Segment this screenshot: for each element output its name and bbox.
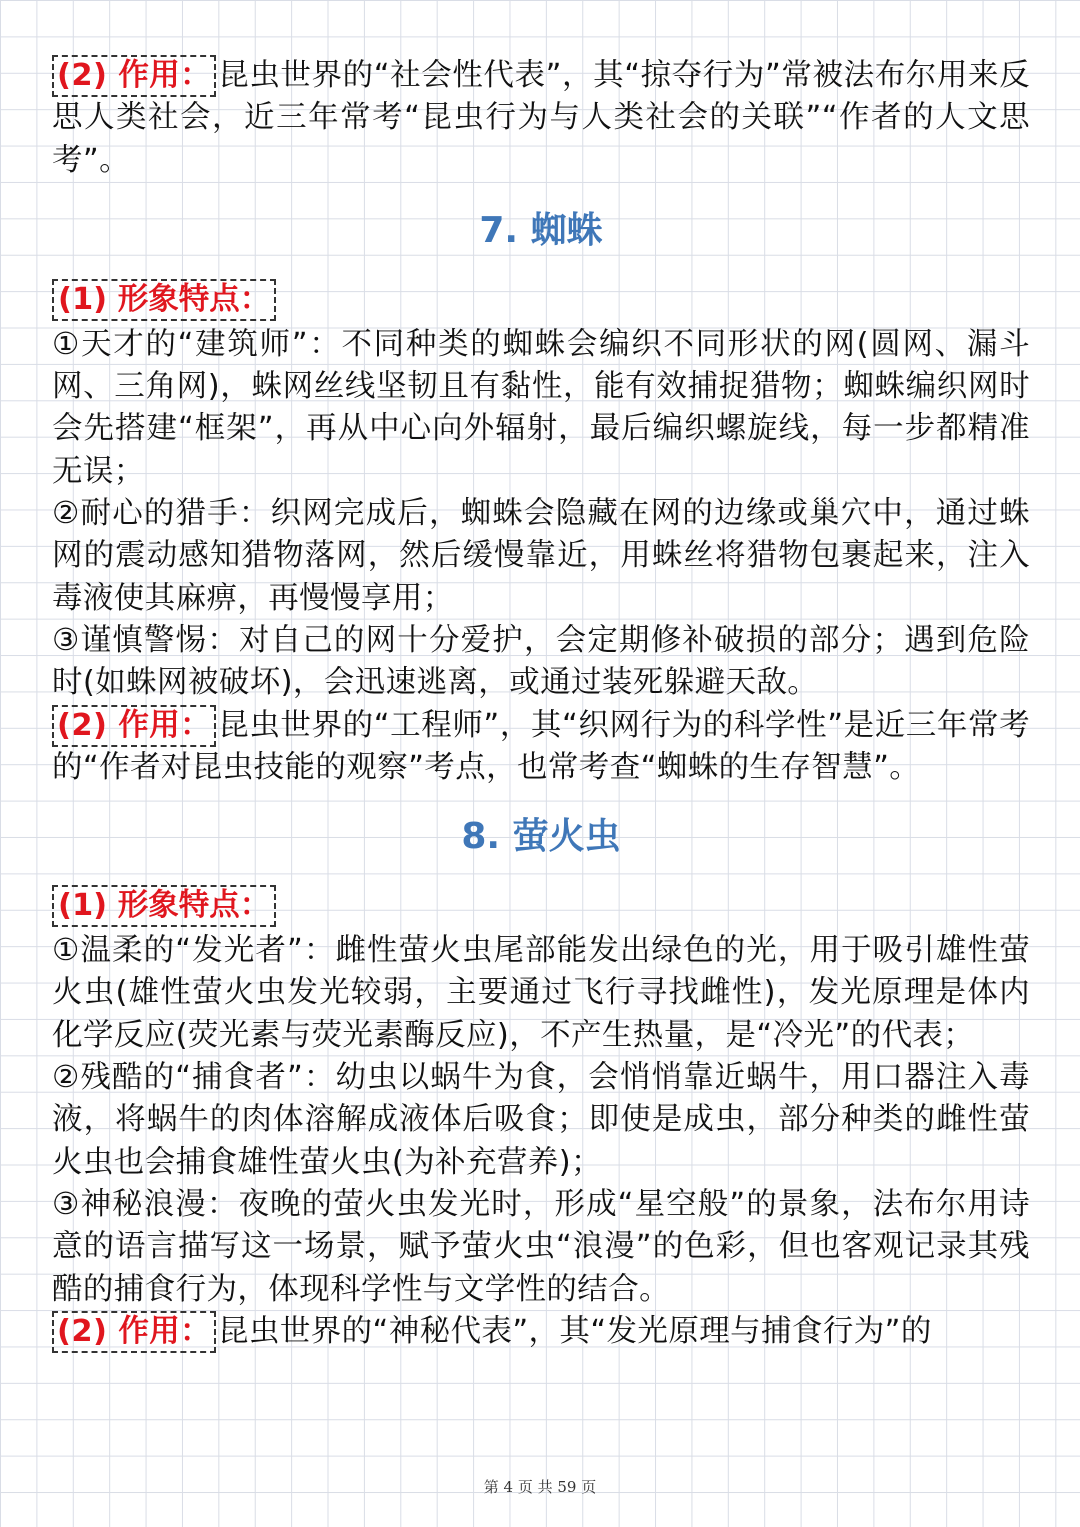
features-tag-row: [52, 279, 1030, 321]
document-body: [52, 55, 1030, 1353]
spider-role-text: 昆虫世界的“工程师”，其“织网行为的科学性”是近三年常考的“作者对昆虫技能的观察”考点，也常考查“蜘蛛的生存智慧”。: [52, 707, 1030, 785]
intro-paragraph: [52, 55, 1030, 182]
role-tag: (2) 作用：: [52, 1311, 216, 1353]
features-tag: (1) 形象特点：: [52, 885, 276, 927]
intro-text: 昆虫世界的“社会性代表”，其“掠夺行为”常被法布尔用来反思人类社会，近三年常考“昆虫行为与人类社会的关联”“作者的人文思考”。: [52, 58, 1030, 178]
spider-feature-2: ②耐心的猎手：织网完成后，蜘蛛会隐藏在网的边缘或巢穴中，通过蛛网的震动感知猎物落网，然后缓慢靠近，用蛛丝将猎物包裹起来，注入毒液使其麻痹，再慢慢享用；: [52, 496, 1030, 616]
spider-role-paragraph: [52, 705, 1030, 790]
features-tag: (1) 形象特点：: [52, 279, 276, 321]
role-tag: (2) 作用：: [52, 55, 216, 97]
page-footer: 第 4 页 共 59 页: [483, 1478, 597, 1496]
role-tag: (2) 作用：: [52, 705, 216, 747]
section-title-firefly: 8. 萤火虫: [461, 816, 621, 858]
firefly-role-text: 昆虫世界的“神秘代表”，其“发光原理与捕食行为”的: [218, 1313, 932, 1349]
firefly-feature-3: ③神秘浪漫：夜晚的萤火虫发光时，形成“星空般”的景象，法布尔用诗意的语言描写这一场景，赋予萤火虫“浪漫”的色彩，但也客观记录其残酷的捕食行为，体现科学性与文学性的结合。: [52, 1186, 1030, 1307]
firefly-feature-2: ②残酷的“捕食者”：幼虫以蜗牛为食，会悄悄靠近蜗牛，用口器注入毒液，将蜗牛的肉体溶解成液体后吸食；即使是成虫，部分种类的雌性萤火虫也会捕食雄性萤火虫(为补充营养)；: [52, 1060, 1030, 1180]
spider-feature-1: ①天才的“建筑师”：不同种类的蜘蛛会编织不同形状的网(圆网、漏斗网、三角网)，蛛网丝线坚韧且有黏性，能有效捕捉猎物；蜘蛛编织网时会先搭建“框架”，再从中心向外辐射，最后编织螺旋线，每一步都精准无误；: [52, 326, 1030, 489]
features-tag-row: [52, 885, 1030, 927]
firefly-role-paragraph: [52, 1311, 1030, 1353]
spider-feature-3: ③谨慎警惕：对自己的网十分爱护，会定期修补破损的部分；遇到危险时(如蛛网被破坏)，会迅速逃离，或通过装死躲避天敌。: [52, 622, 1030, 701]
section-title-spider: 7. 蜘蛛: [479, 209, 603, 251]
firefly-feature-1: ①温柔的“发光者”：雌性萤火虫尾部能发出绿色的光，用于吸引雄性萤火虫(雄性萤火虫发光较弱，主要通过飞行寻找雌性)，发光原理是体内化学反应(荧光素与荧光素酶反应)，不产生热量，是“冷光”的代表；: [52, 933, 1030, 1053]
